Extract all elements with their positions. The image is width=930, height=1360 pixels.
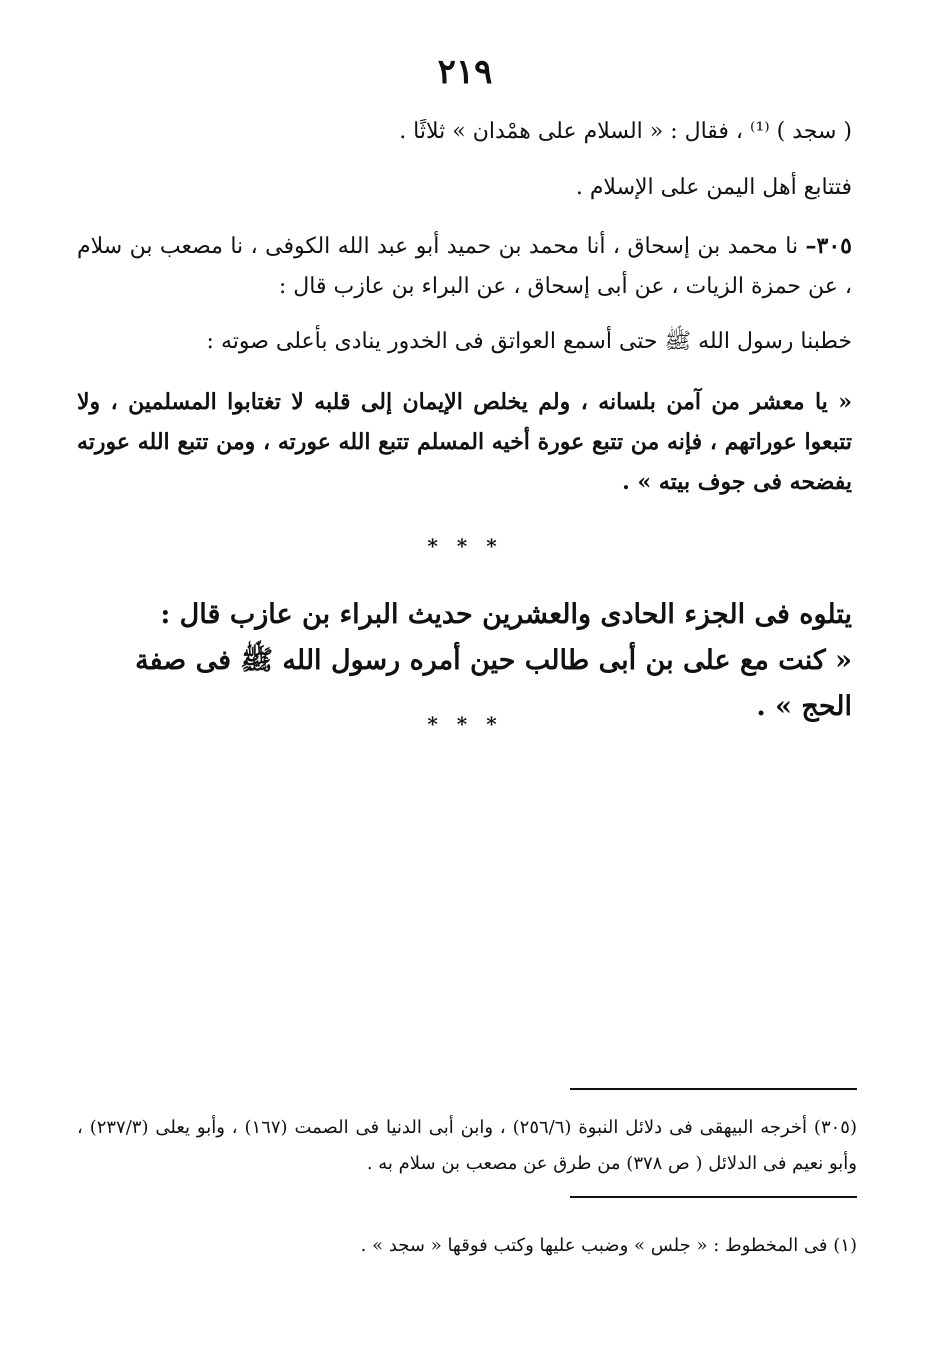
next-part-line-1: يتلوه فى الجزء الحادى والعشرين حديث البراء بن عازب قال : [160, 599, 852, 630]
separator-stars-1: * * * [427, 534, 503, 558]
hadith-number: ٣٠٥– [805, 233, 852, 259]
paragraph-hadith-matn: « يا معشر من آمن بلسانه ، ولم يخلص الإيمان إلى قلبه لا تغتابوا المسلمين ، ولا تتبعوا عوراتهم ، فإنه من تتبع عورة أخيه المسلم تتبع الله عورته ، ومن تتبع الله عورته يفضحه فى جوف بيته » . [77, 389, 852, 495]
footnote-1: (١) فى المخطوط : « جلس » وضبب عليها وكتب فوقها « سجد » . [360, 1235, 857, 1256]
footnote-divider-2 [570, 1196, 857, 1198]
hadith-isnad-text: نا محمد بن إسحاق ، أنا محمد بن حميد أبو عبد الله الكوفى ، نا مصعب بن سلام ، عن حمزة الزيات ، عن أبى إسحاق ، عن البراء بن عازب قال : [77, 234, 852, 299]
paragraph-sajad: ( سجد ) ⁽¹⁾ ، فقال : « السلام على همْدان » ثلاثًا . [399, 119, 852, 144]
paragraph-hadith-305-isnad [77, 226, 852, 307]
paragraph-khutba: خطبنا رسول الله ﷺ حتى أسمع العواتق فى الخدور ينادى بأعلى صوته : [206, 329, 852, 354]
next-part-line-2: « كنت مع على بن أبى طالب حين أمره رسول الله ﷺ فى صفة الحج » . [135, 645, 852, 722]
footnote-305: (٣٠٥) أخرجه البيهقى فى دلائل النبوة (٢٥٦/٦) ، وابن أبى الدنيا فى الصمت (١٦٧) ، وأبو يعلى (٢٣٧/٣) ، وأبو نعيم فى الدلائل ( ص ٣٧٨) من طرق عن مصعب بن سلام به . [77, 1117, 858, 1174]
separator-stars-2: * * * [427, 712, 503, 736]
next-part-heading [77, 592, 852, 730]
footnote-divider-1 [570, 1088, 857, 1090]
paragraph-yemen: فتتابع أهل اليمن على الإسلام . [575, 175, 852, 200]
page-number: ٢١٩ [437, 52, 493, 92]
